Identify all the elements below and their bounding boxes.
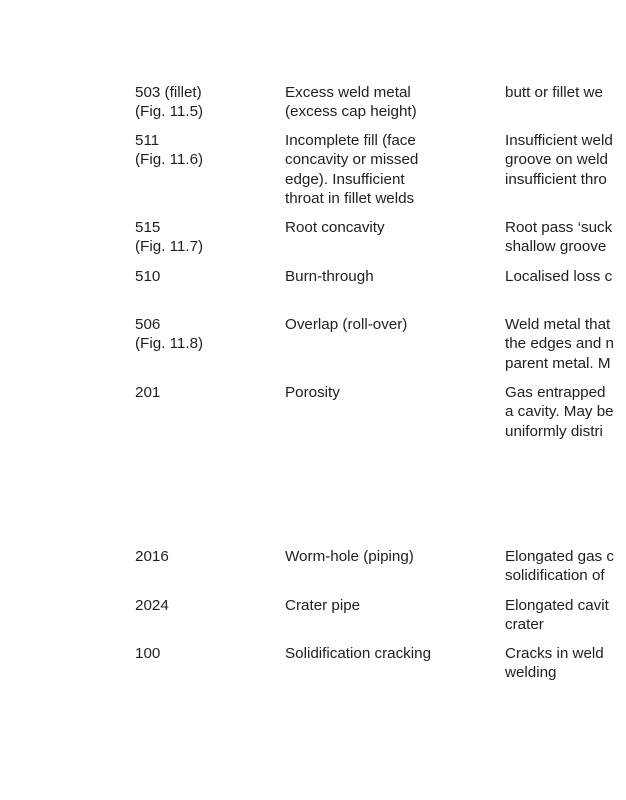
reference-number-cell — [135, 547, 275, 566]
cell-line: Worm-hole (piping) — [285, 548, 414, 565]
reference-number-cell — [135, 267, 275, 286]
cell-line: (Fig. 11.7) — [135, 238, 204, 256]
cell-line: insufficient thro — [505, 170, 607, 188]
cell-line: (Fig. 11.6) — [135, 151, 204, 169]
cell-line: Insufficient weld — [505, 132, 613, 149]
reference-number-cell — [135, 131, 275, 170]
imperfection-name-cell — [285, 267, 495, 286]
cell-line: Root concavity — [285, 219, 385, 236]
cell-line: edge). Insufficient — [285, 170, 405, 188]
cell-line: butt or fillet we — [505, 84, 603, 101]
cell-line: 2024 — [135, 597, 169, 614]
cell-line: Weld metal that — [505, 316, 611, 333]
cell-line: shallow groove — [505, 238, 607, 256]
imperfection-name-cell — [285, 131, 495, 209]
cell-line: parent metal. M — [505, 354, 611, 372]
cell-line: throat in fillet welds — [285, 190, 415, 208]
reference-number-cell — [135, 315, 275, 354]
cell-line: 515 — [135, 219, 161, 236]
description-cell — [505, 83, 626, 102]
cell-line: 100 — [135, 645, 161, 662]
cell-line: Crater pipe — [285, 597, 361, 614]
cell-line: (Fig. 11.8) — [135, 335, 204, 353]
imperfection-name-cell — [285, 596, 495, 615]
cell-line: Localised loss c — [505, 268, 613, 285]
description-cell — [505, 383, 626, 441]
cell-line: Root pass ‘suck — [505, 219, 613, 236]
imperfection-name-cell — [285, 383, 495, 402]
cell-line: 510 — [135, 268, 161, 285]
cell-line: Gas entrapped — [505, 384, 606, 401]
cell-line: Incomplete fill (face — [285, 132, 416, 149]
imperfection-name-cell — [285, 547, 495, 566]
cell-line: (Fig. 11.5) — [135, 103, 204, 121]
cell-line: welding — [505, 664, 557, 682]
cell-line: Burn-through — [285, 268, 374, 285]
cell-line: 506 — [135, 316, 161, 333]
cell-line: crater — [505, 616, 544, 634]
description-cell — [505, 644, 626, 683]
reference-number-cell — [135, 383, 275, 402]
description-cell — [505, 596, 626, 635]
cell-line: 503 (fillet) — [135, 84, 202, 101]
cell-line: groove on weld — [505, 151, 609, 169]
cell-line: (excess cap height) — [285, 103, 417, 121]
imperfection-name-cell — [285, 218, 495, 237]
cell-line: Excess weld metal — [285, 84, 411, 101]
cell-line: uniformly distri — [505, 422, 603, 440]
cell-line: Elongated cavit — [505, 597, 609, 614]
description-cell — [505, 315, 626, 373]
imperfection-name-cell — [285, 315, 495, 334]
reference-number-cell — [135, 644, 275, 663]
cell-line: a cavity. May be — [505, 403, 614, 421]
cell-line: solidification of — [505, 567, 605, 585]
description-cell — [505, 547, 626, 586]
imperfection-name-cell — [285, 644, 495, 663]
reference-number-cell — [135, 218, 275, 257]
cell-line: 2016 — [135, 548, 169, 565]
cell-line: Elongated gas c — [505, 548, 614, 565]
reference-number-cell — [135, 596, 275, 615]
cell-line: 511 — [135, 132, 160, 149]
cell-line: concavity or missed — [285, 151, 419, 169]
reference-number-cell — [135, 83, 275, 122]
description-cell — [505, 131, 626, 189]
cell-line: Solidification cracking — [285, 645, 432, 662]
cell-line: Porosity — [285, 384, 340, 401]
cell-line: the edges and n — [505, 335, 614, 353]
cell-line: Cracks in weld — [505, 645, 604, 662]
cell-line: Overlap (roll-over) — [285, 316, 408, 333]
cell-line: 201 — [135, 384, 161, 401]
description-cell — [505, 267, 626, 286]
imperfection-name-cell — [285, 83, 495, 122]
description-cell — [505, 218, 626, 257]
